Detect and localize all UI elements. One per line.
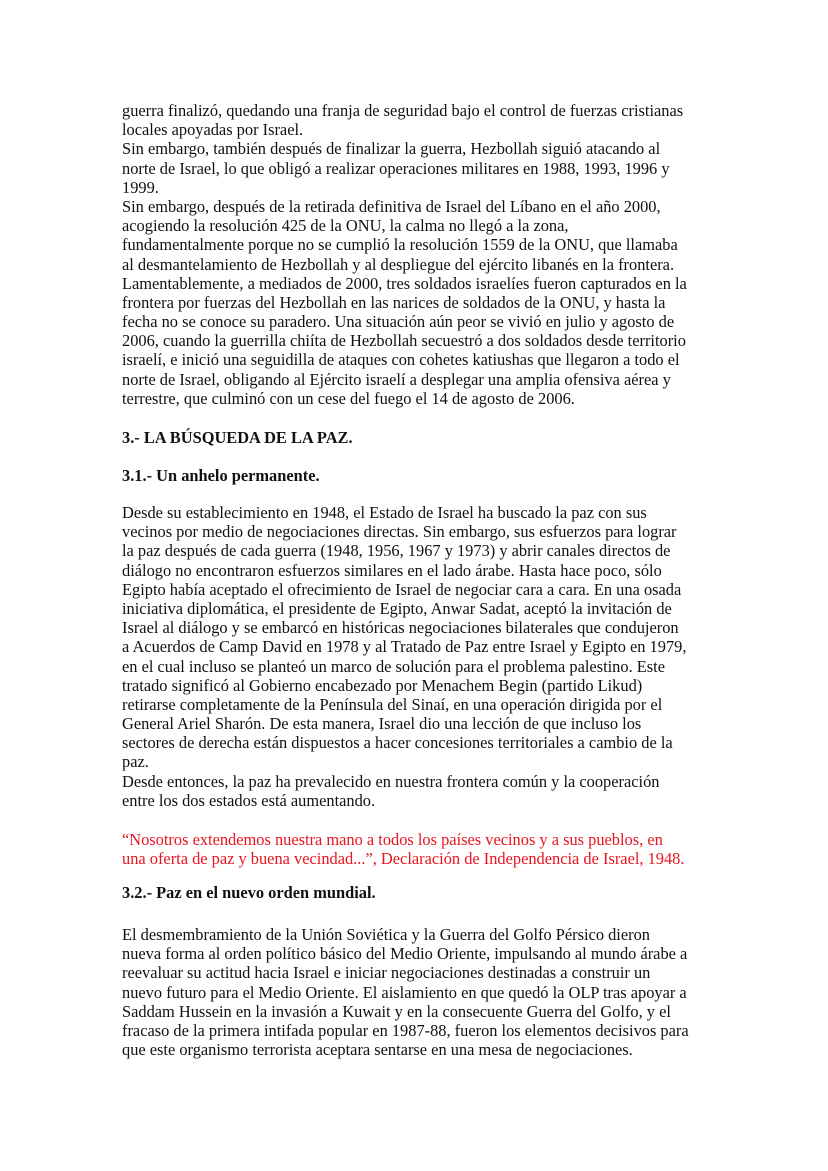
text-line: iniciativa diplomática, el presidente de Egipto, Anwar Sadat, aceptó la invitación de [122, 598, 672, 618]
text-line: tratado significó al Gobierno encabezado por Menachem Begin (partido Likud) [122, 675, 643, 695]
text-line: que este organismo terrorista aceptara sentarse en una mesa de negociaciones. [122, 1040, 633, 1060]
text-line: 2006, cuando la guerrilla chiíta de Hezbollah secuestró a dos soldados desde territorio [122, 331, 686, 351]
text-line: paz. [122, 752, 149, 772]
heading-text: 3.- LA BÚSQUEDA DE LA PAZ. [122, 428, 353, 447]
text-line: norte de Israel, lo que obligó a realizar operaciones militares en 1988, 1993, 1996 y [122, 158, 670, 178]
text-line: General Ariel Sharón. De esta manera, Israel dio una lección de que incluso los [122, 714, 642, 734]
text-line: reevaluar su actitud hacia Israel e iniciar negociaciones destinadas a construir un [122, 963, 651, 983]
text-line: terrestre, que culminó con un cese del fuego el 14 de agosto de 2006. [122, 388, 575, 408]
text-line: fundamentalmente porque no se cumplió la resolución 1559 de la ONU, que llamaba [122, 235, 678, 255]
quote-declaration [122, 830, 762, 868]
text-line: la paz después de cada guerra (1948, 1956, 1967 y 1973) y abrir canales directos de [122, 541, 671, 561]
text-line: Israel al diálogo y se embarcó en históricas negociaciones bilaterales que condujeron [122, 618, 679, 638]
text-line: entre los dos estados está aumentando. [122, 790, 376, 810]
text-line: sectores de derecha están dispuestos a hacer concesiones territoriales a cambio de la [122, 733, 673, 753]
text-line: frontera por fuerzas del Hezbollah en las narices de soldados de la ONU, y hasta la [122, 292, 666, 312]
section-heading-3 [122, 428, 762, 447]
text-line: “Nosotros extendemos nuestra mano a todos los países vecinos y a sus pueblos, en [122, 830, 663, 849]
text-line: Lamentablemente, a mediados de 2000, tres soldados israelíes fueron capturados en la [122, 273, 687, 293]
paragraph-nuevo-orden [122, 925, 762, 1059]
text-line: retirarse completamente de la Península del Sinaí, en una operación dirigida por el [122, 694, 663, 714]
subsection-heading-3-1 [122, 466, 762, 485]
paragraph-anhelo [122, 503, 762, 810]
text-line: acogiendo la resolución 425 de la ONU, la calma no llegó a la zona, [122, 216, 569, 236]
text-line: vecinos por medio de negociaciones directas. Sin embargo, sus esfuerzos para lograr [122, 522, 677, 542]
text-line: Sin embargo, también después de finalizar la guerra, Hezbollah siguió atacando al [122, 139, 661, 159]
text-line: una oferta de paz y buena vecindad...”, Declaración de Independencia de Israel, 1948. [122, 849, 685, 869]
text-line: Desde su establecimiento en 1948, el Estado de Israel ha buscado la paz con sus [122, 503, 647, 522]
paragraph-hezbollah [122, 101, 762, 408]
text-line: locales apoyadas por Israel. [122, 120, 304, 140]
text-line: guerra finalizó, quedando una franja de seguridad bajo el control de fuerzas cristianas [122, 101, 684, 120]
text-line: Sin embargo, después de la retirada definitiva de Israel del Líbano en el año 2000, [122, 196, 661, 216]
text-line: norte de Israel, obligando al Ejército israelí a desplegar una amplia ofensiva aérea y [122, 369, 671, 389]
text-line: en el cual incluso se planteó un marco de solución para el problema palestino. Este [122, 656, 665, 676]
text-line: 1999. [122, 177, 159, 197]
text-line: fracaso de la primera intifada popular en 1987-88, fueron los elementos decisivos para [122, 1020, 689, 1040]
text-line: al desmantelamiento de Hezbollah y al despliegue del ejército libanés en la frontera. [122, 254, 675, 274]
text-line: israelí, e inició una seguidilla de ataques con cohetes katiushas que llegaron a todo el [122, 350, 680, 370]
text-line: nuevo futuro para el Medio Oriente. El aislamiento en que quedó la OLP tras apoyar a [122, 982, 687, 1002]
heading-text: 3.2.- Paz en el nuevo orden mundial. [122, 883, 376, 902]
text-line: a Acuerdos de Camp David en 1978 y al Tratado de Paz entre Israel y Egipto en 1979, [122, 637, 687, 657]
heading-text: 3.1.- Un anhelo permanente. [122, 466, 320, 485]
text-line: diálogo no encontraron esfuerzos similares en el lado árabe. Hasta hace poco, sólo [122, 560, 662, 580]
text-line: Saddam Hussein en la invasión a Kuwait y en la consecuente Guerra del Golfo, y el [122, 1001, 671, 1021]
text-line: fecha no se conoce su paradero. Una situación aún peor se vivió en julio y agosto de [122, 312, 675, 332]
text-line: nueva forma al orden político básico del Medio Oriente, impulsando al mundo árabe a [122, 944, 688, 964]
subsection-heading-3-2 [122, 883, 762, 902]
text-line: El desmembramiento de la Unión Soviética y la Guerra del Golfo Pérsico dieron [122, 925, 650, 944]
text-line: Egipto había aceptado el ofrecimiento de Israel de negociar cara a cara. En una osada [122, 579, 682, 599]
text-line: Desde entonces, la paz ha prevalecido en nuestra frontera común y la cooperación [122, 771, 660, 791]
